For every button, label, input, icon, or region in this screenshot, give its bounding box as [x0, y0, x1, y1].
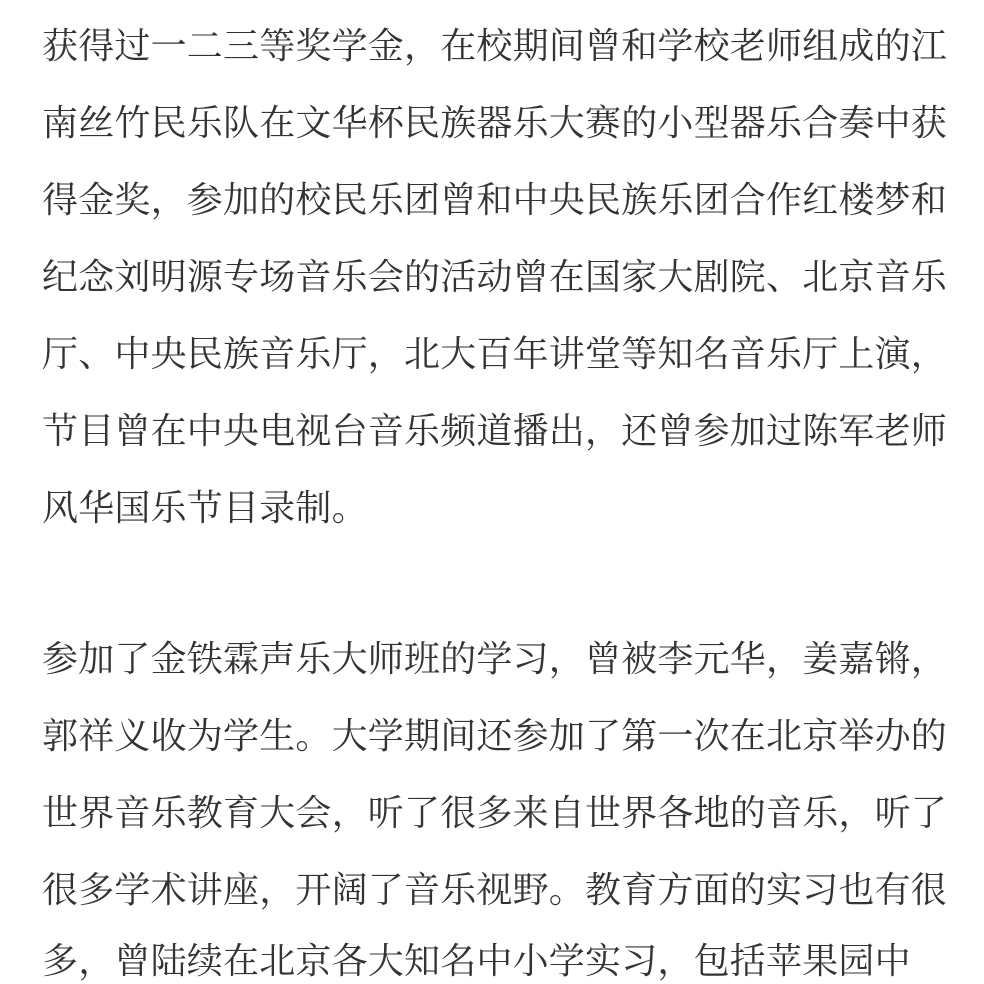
text-line: 厅、中央民族音乐厅，北大百年讲堂等知名音乐厅上演，: [42, 334, 948, 375]
text-line: 郭祥义收为学生。大学期间还参加了第一次在北京举办的: [42, 716, 948, 757]
text-line: 多，曾陆续在北京各大知名中小学实习，包括苹果园中: [42, 941, 911, 982]
text-line: 风华国乐节目录制。: [42, 488, 368, 529]
text-line: 南丝竹民乐队在文华杯民族器乐大赛的小型器乐合奏中获: [42, 103, 948, 144]
text-line: 节目曾在中央电视台音乐频道播出，还曾参加过陈军老师: [42, 411, 948, 452]
text-line: 纪念刘明源专场音乐会的活动曾在国家大剧院、北京音乐: [42, 257, 948, 298]
text-line: 得金奖，参加的校民乐团曾和中央民族乐团合作红楼梦和: [42, 180, 948, 221]
text-line: 参加了金铁霖声乐大师班的学习，曾被李元华，姜嘉锵，: [42, 639, 948, 680]
text-line: 很多学术讲座，开阔了音乐视野。教育方面的实习也有很: [42, 870, 948, 911]
text-line: 世界音乐教育大会，听了很多来自世界各地的音乐，听了: [42, 793, 948, 834]
text-line: 获得过一二三等奖学金，在校期间曾和学校老师组成的江: [42, 26, 948, 67]
